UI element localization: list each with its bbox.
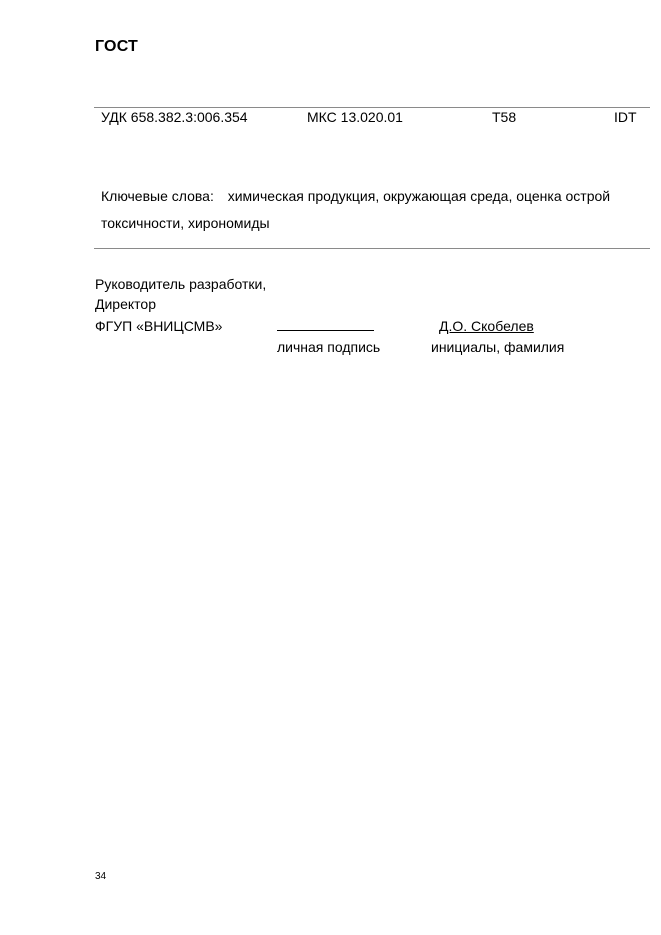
top-divider xyxy=(94,107,650,108)
document-header-title: ГОСТ xyxy=(95,38,139,55)
position-line-1: Руководитель разработки, xyxy=(95,276,267,292)
organization-name: ФГУП «ВНИЦСМВ» xyxy=(95,318,223,334)
signature-block xyxy=(95,276,635,366)
equivalence-code: IDT xyxy=(614,109,637,125)
signer-name: Д.О. Скобелев xyxy=(439,318,534,334)
page-number: 34 xyxy=(95,871,107,882)
signature-caption: личная подпись xyxy=(277,339,381,355)
keywords-block xyxy=(101,183,631,237)
signature-line xyxy=(277,330,374,331)
mks-code: МКС 13.020.01 xyxy=(307,109,403,125)
name-caption: инициалы, фамилия xyxy=(431,339,565,355)
position-line-2: Директор xyxy=(95,296,156,312)
okstu-code: Т58 xyxy=(492,109,517,125)
udk-code: УДК 658.382.3:006.354 xyxy=(101,109,248,125)
classification-codes-row xyxy=(0,109,661,129)
bottom-divider xyxy=(94,248,650,249)
keywords-label: Ключевые слова: xyxy=(101,188,214,204)
keywords-text: химическая продукция, окружающая среда, оценка острой токсичности, хирономиды xyxy=(101,188,611,231)
